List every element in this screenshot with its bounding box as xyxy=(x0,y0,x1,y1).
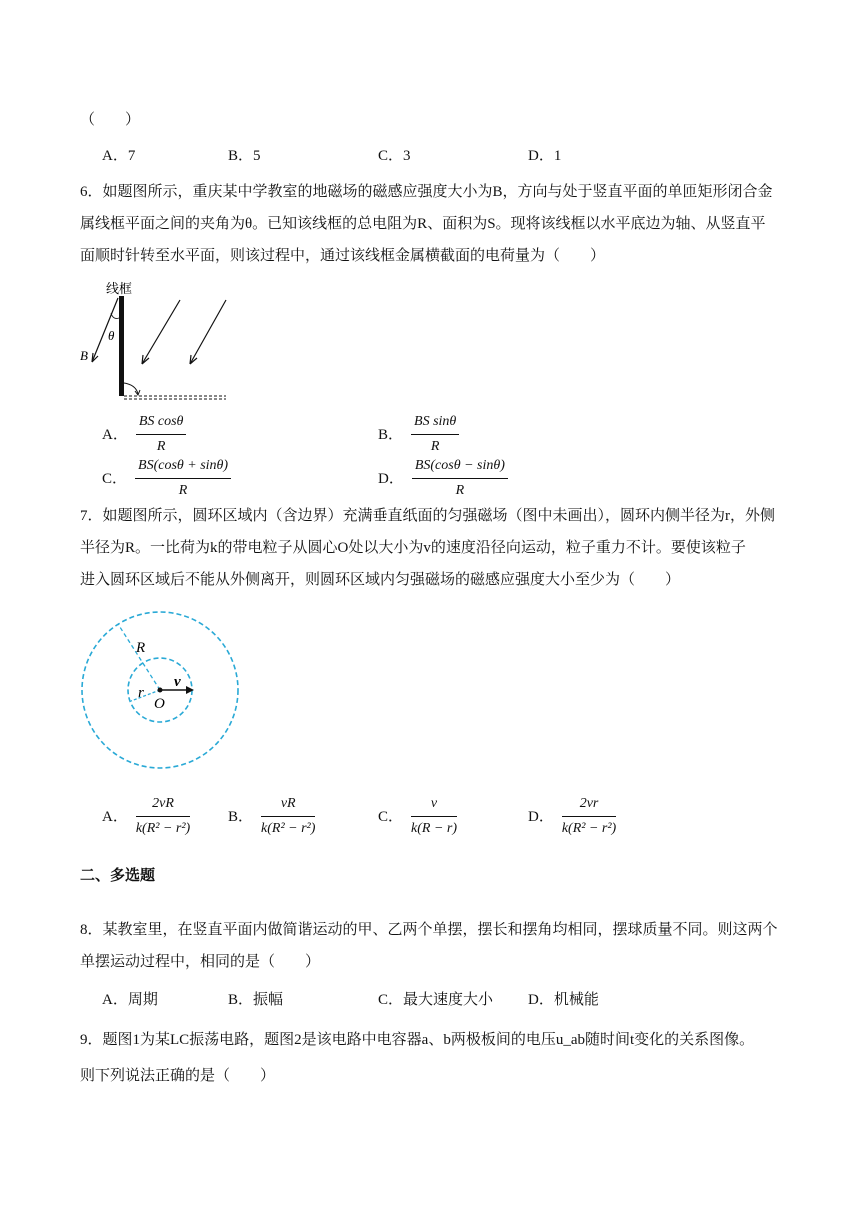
q6-text-line-3: 面顺时针转至水平面，则该过程中，通过该线框金属横截面的电荷量为（ ） xyxy=(80,248,606,264)
q6-figure xyxy=(78,278,238,406)
q6-frame-label: 线框 xyxy=(106,281,133,296)
q8-text-line-1: 8．某教室里，在竖直平面内做简谐运动的甲、乙两个单摆，摆长和摆角均相同，摆球质量不同。则这两个 xyxy=(80,922,778,938)
q6-b-label: B xyxy=(80,348,88,363)
q7-r-inner-label: r xyxy=(138,685,144,701)
q6-option-b: B． $\frac{\text{BS sinθ}}{R}$ xyxy=(378,412,459,457)
q7-v-label: v xyxy=(174,674,181,690)
q7-option-b: B． $\frac{vR}{\text{k(R² − r²)}}$ xyxy=(228,796,316,836)
q5-option-a: A．7 xyxy=(102,148,136,164)
q7-option-a: A． $\frac{2vR}{\text{k(R² − r²)}}$ xyxy=(102,796,191,836)
q5-answer-paren: （ ） xyxy=(80,112,141,128)
q9-text-line-1: 9．题图1为某LC振荡电路，题图2是该电路中电容器a、b两极板间的电压u_ab随时间t变化的关系图像。 xyxy=(80,1032,755,1048)
q6-option-a: A． $\frac{\text{BS cosθ}}{R}$ xyxy=(102,412,186,457)
q6-wire-frame xyxy=(119,296,124,396)
q6-option-c: C． $\frac{BS(\cos\theta + \sin\theta)}{R}$ xyxy=(102,456,231,501)
q6-option-d: D． $\frac{BS(\cos\theta - \sin\theta)}{R}$ xyxy=(378,456,508,501)
q8-option-d: D．机械能 xyxy=(528,992,599,1008)
q7-text-line-3: 进入圆环区域后不能从外侧离开，则圆环区域内匀强磁场的磁感应强度大小至少为（ ） xyxy=(80,572,681,588)
q6-text-line-1: 6．如题图所示，重庆某中学教室的地磁场的磁感应强度大小为B，方向与处于竖直平面的单匝矩形闭合金 xyxy=(80,184,773,200)
q8-option-a: A．周期 xyxy=(102,992,158,1008)
q8-option-b: B．振幅 xyxy=(228,992,284,1008)
q5-option-d: D．1 xyxy=(528,148,562,164)
q6-field-line xyxy=(142,300,180,364)
q7-outer-radius xyxy=(118,624,160,690)
q7-figure xyxy=(78,608,244,774)
q6-theta-label: θ xyxy=(108,328,115,343)
q5-option-c: C．3 xyxy=(378,148,411,164)
q9-text-line-2: 则下列说法正确的是（ ） xyxy=(80,1068,276,1084)
q7-text-line-1: 7．如题图所示，圆环区域内（含边界）充满垂直纸面的匀强磁场（图中未画出），圆环内侧半径为r，外侧 xyxy=(80,508,775,524)
q7-r-outer-label: R xyxy=(136,640,146,656)
section-title: 二、多选题 xyxy=(80,867,156,884)
q7-text-line-2: 半径为R。一比荷为k的带电粒子从圆心O处以大小为v的速度沿径向运动，粒子重力不计。要使该粒子 xyxy=(80,540,746,556)
q5-option-b: B．5 xyxy=(228,148,261,164)
q7-o-label: O xyxy=(154,696,165,712)
q6-field-line xyxy=(190,300,226,364)
q8-text-line-2: 单摆运动过程中，相同的是（ ） xyxy=(80,954,321,970)
q7-option-c: C． $\frac{v}{k(R - r)}$ xyxy=(378,796,458,836)
q8-option-c: C．最大速度大小 xyxy=(378,992,494,1008)
q7-option-d: D． $\frac{2vr}{\text{k(R² − r²)}}$ xyxy=(528,796,617,836)
q6-text-line-2: 属线框平面之间的夹角为θ。已知该线框的总电阻为R、面积为S。现将该线框以水平底边为轴、从竖直平 xyxy=(80,216,766,232)
